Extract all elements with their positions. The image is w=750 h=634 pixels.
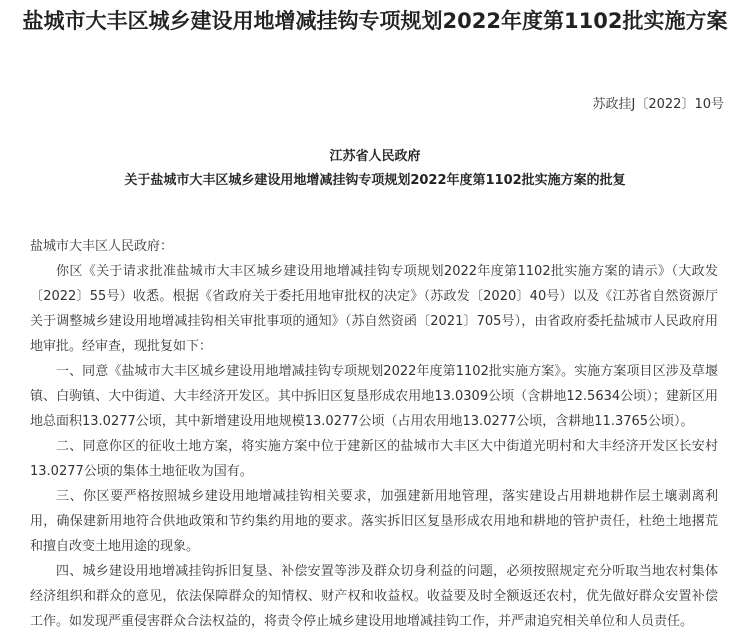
paragraph-item-2: 二、同意你区的征收土地方案，将实施方案中位于建新区的盐城市大丰区大中街道光明村和大丰经济开发区长安村13.0277公顷的集体土地征收为国有。 [30, 439, 718, 479]
document-body [30, 234, 718, 634]
paragraph-item-3: 三、你区要严格按照城乡建设用地增减挂钩相关要求，加强建新用地管理，落实建设占用耕地耕作层土壤剥离利用，确保建新用地符合供地政策和节约集约用地的要求。落实拆旧区复垦形成农用地和耕地的管护责任，杜绝土地撂荒和擅自改变土地用途的现象。 [30, 489, 718, 554]
salutation: 盐城市大丰区人民政府： [30, 239, 174, 254]
document-title: 盐城市大丰区城乡建设用地增减挂钩专项规划2022年度第1102批实施方案 [22, 9, 728, 33]
issuing-authority: 江苏省人民政府 [329, 149, 421, 164]
paragraph-item-1: 一、同意《盐城市大丰区城乡建设用地增减挂钩专项规划2022年度第1102批实施方案》。实施方案项目区涉及草堰镇、白驹镇、大中街道、大丰经济开发区。其中拆旧区复垦形成农用地13.0309公顷（含耕地12.5634公顷）；建新区用地总面积13.0277公顷，其中新增建设用地规模13.0277公顷（占用农用地13.0277公顷，含耕地11.3765公顷）。 [30, 364, 718, 429]
paragraph-item-4: 四、城乡建设用地增减挂钩拆旧复垦、补偿安置等涉及群众切身利益的问题，必须按照规定充分听取当地农村集体经济组织和群众的意见，依法保障群众的知情权、财产权和收益权。收益要及时全额返还农村，优先做好群众安置补偿工作。如发现严重侵害群众合法权益的，将责令停止城乡建设用地增减挂钩工作，并严肃追究相关单位和人员责任。 [30, 564, 718, 629]
document-number: 苏政挂J〔2022〕10号 [592, 97, 724, 112]
paragraph-request: 你区《关于请求批准盐城市大丰区城乡建设用地增减挂钩专项规划2022年度第1102批实施方案的请示》（大政发〔2022〕55号）收悉。根据《省政府关于委托用地审批权的决定》（苏政发〔2020〕40号）以及《江苏省自然资源厅关于调整城乡建设用地增减挂钩相关审批事项的通知》（苏自然资函〔2021〕705号），由省政府委托盐城市人民政府用地审批。经审查，现批复如下： [30, 264, 718, 354]
reply-title: 关于盐城市大丰区城乡建设用地增减挂钩专项规划2022年度第1102批实施方案的批复 [124, 173, 626, 188]
